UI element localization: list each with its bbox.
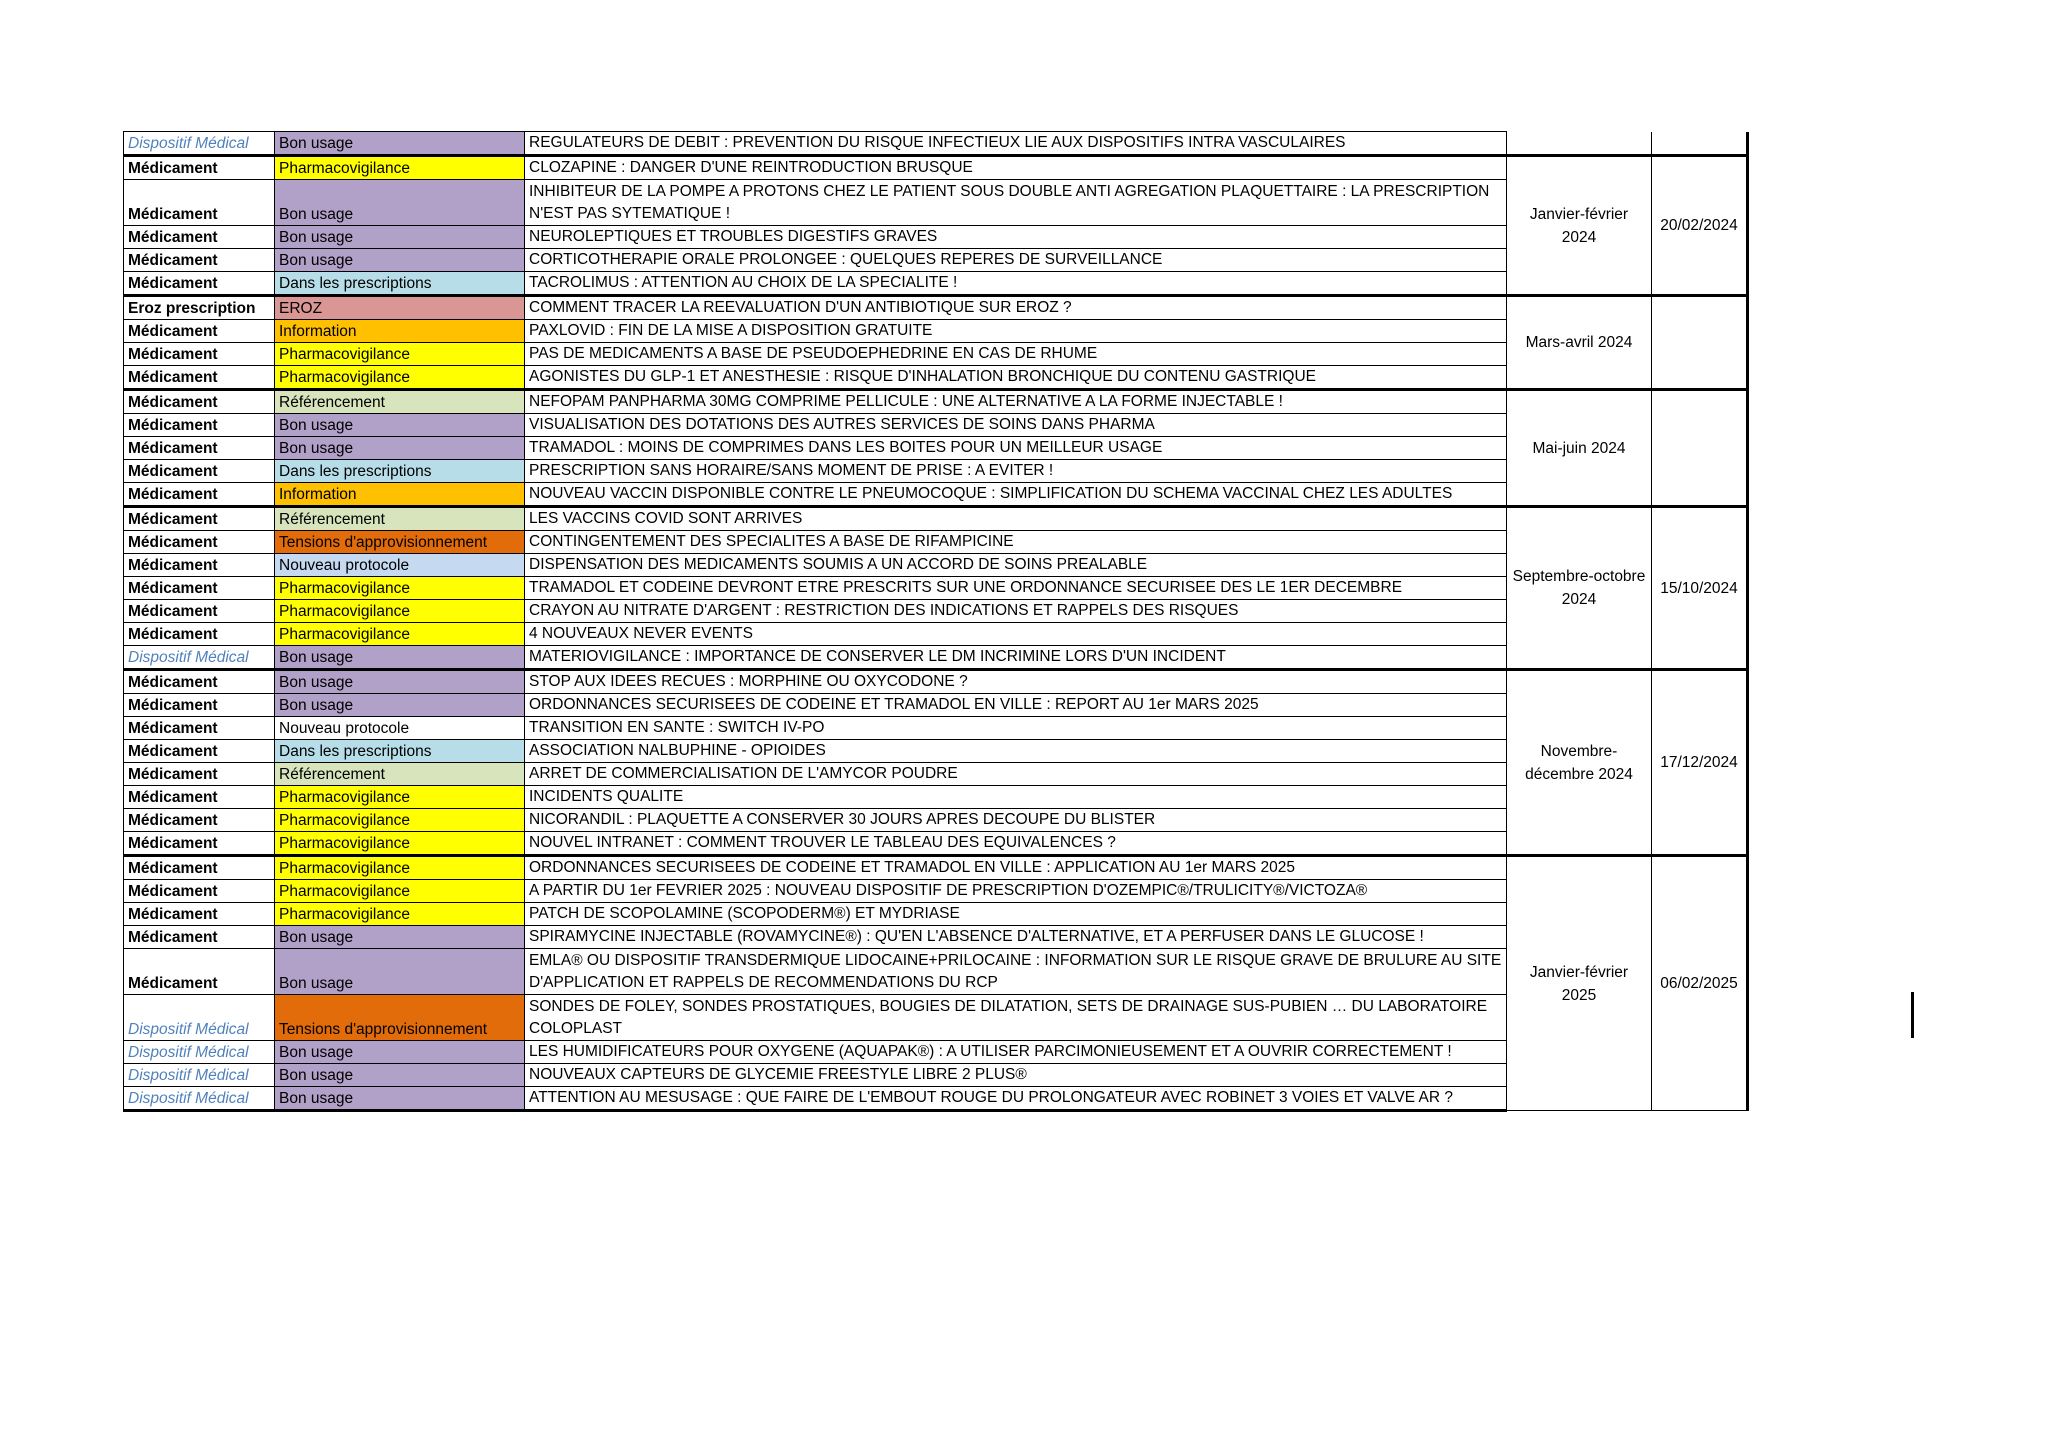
- cell-category[interactable]: Pharmacovigilance: [275, 903, 525, 926]
- cell-category[interactable]: Référencement: [275, 507, 525, 531]
- cell-title[interactable]: CRAYON AU NITRATE D'ARGENT : RESTRICTION DES INDICATIONS ET RAPPELS DES RISQUES: [525, 600, 1507, 623]
- cell-type[interactable]: Médicament: [124, 856, 275, 880]
- table-row: [124, 670, 1748, 694]
- table-row: [124, 856, 1748, 880]
- cell-title[interactable]: NOUVEAUX CAPTEURS DE GLYCEMIE FREESTYLE LIBRE 2 PLUS®: [525, 1064, 1507, 1087]
- cell-category[interactable]: Pharmacovigilance: [275, 366, 525, 390]
- cell-type[interactable]: Dispositif Médical: [124, 1087, 275, 1111]
- cell-title[interactable]: CLOZAPINE : DANGER D'UNE REINTRODUCTION BRUSQUE: [525, 156, 1507, 180]
- cell-type[interactable]: Médicament: [124, 507, 275, 531]
- cell-type[interactable]: Médicament: [124, 670, 275, 694]
- cell-category[interactable]: Pharmacovigilance: [275, 809, 525, 832]
- cell-title[interactable]: ARRET DE COMMERCIALISATION DE L'AMYCOR POUDRE: [525, 763, 1507, 786]
- cell-type[interactable]: Médicament: [124, 414, 275, 437]
- cell-type[interactable]: Médicament: [124, 880, 275, 903]
- table-row: [124, 926, 1748, 949]
- table-row: [124, 786, 1748, 809]
- cell-category[interactable]: Bon usage: [275, 1087, 525, 1111]
- cell-category[interactable]: Dans les prescriptions: [275, 272, 525, 296]
- cell-title[interactable]: TRAMADOL : MOINS DE COMPRIMES DANS LES BOITES POUR UN MEILLEUR USAGE: [525, 437, 1507, 460]
- cell-title[interactable]: PRESCRIPTION SANS HORAIRE/SANS MOMENT DE PRISE : A EVITER !: [525, 460, 1507, 483]
- cell-period[interactable]: Novembre-décembre 2024: [1507, 670, 1652, 856]
- cell-date[interactable]: 17/12/2024: [1652, 670, 1748, 856]
- cell-category[interactable]: Nouveau protocole: [275, 554, 525, 577]
- cell-date[interactable]: [1652, 296, 1748, 390]
- cell-type[interactable]: Dispositif Médical: [124, 132, 275, 156]
- cell-type[interactable]: Médicament: [124, 786, 275, 809]
- table-row: [124, 740, 1748, 763]
- cell-title[interactable]: NOUVEAU VACCIN DISPONIBLE CONTRE LE PNEUMOCOQUE : SIMPLIFICATION DU SCHEMA VACCINAL CHEZ LES ADULTES: [525, 483, 1507, 507]
- table-row: [124, 249, 1748, 272]
- table-row: [124, 1041, 1748, 1064]
- table-row: [124, 226, 1748, 249]
- cell-type[interactable]: Médicament: [124, 531, 275, 554]
- cell-type[interactable]: Médicament: [124, 320, 275, 343]
- cell-type[interactable]: Médicament: [124, 832, 275, 856]
- cell-period[interactable]: Mai-juin 2024: [1507, 390, 1652, 507]
- cell-type[interactable]: Médicament: [124, 554, 275, 577]
- cell-category[interactable]: Information: [275, 320, 525, 343]
- cell-title[interactable]: A PARTIR DU 1er FEVRIER 2025 : NOUVEAU DISPOSITIF DE PRESCRIPTION D'OZEMPIC®/TRULICITY®/VICTOZA®: [525, 880, 1507, 903]
- cell-category[interactable]: Bon usage: [275, 1041, 525, 1064]
- table-row: [124, 880, 1748, 903]
- cell-title[interactable]: VISUALISATION DES DOTATIONS DES AUTRES SERVICES DE SOINS DANS PHARMA: [525, 414, 1507, 437]
- cell-title[interactable]: SPIRAMYCINE INJECTABLE (ROVAMYCINE®) : QU'EN L'ABSENCE D'ALTERNATIVE, ET A PERFUSER DANS LE GLUCOSE !: [525, 926, 1507, 949]
- cell-category[interactable]: Tensions d'approvisionnement: [275, 531, 525, 554]
- cell-title[interactable]: NEUROLEPTIQUES ET TROUBLES DIGESTIFS GRAVES: [525, 226, 1507, 249]
- cell-category[interactable]: Pharmacovigilance: [275, 623, 525, 646]
- cell-type[interactable]: Médicament: [124, 483, 275, 507]
- text-cursor: [1911, 992, 1914, 1038]
- cell-title[interactable]: TRANSITION EN SANTE : SWITCH IV-PO: [525, 717, 1507, 740]
- cell-date[interactable]: [1652, 390, 1748, 507]
- cell-category[interactable]: Pharmacovigilance: [275, 577, 525, 600]
- cell-title[interactable]: ORDONNANCES SECURISEES DE CODEINE ET TRAMADOL EN VILLE : REPORT AU 1er MARS 2025: [525, 694, 1507, 717]
- table-row: [124, 903, 1748, 926]
- cell-type[interactable]: Médicament: [124, 226, 275, 249]
- cell-category[interactable]: Bon usage: [275, 437, 525, 460]
- cell-category[interactable]: Pharmacovigilance: [275, 156, 525, 180]
- cell-date[interactable]: 06/02/2025: [1652, 856, 1748, 1111]
- cell-title[interactable]: MATERIOVIGILANCE : IMPORTANCE DE CONSERVER LE DM INCRIMINE LORS D'UN INCIDENT: [525, 646, 1507, 670]
- cell-category[interactable]: Référencement: [275, 390, 525, 414]
- cell-title[interactable]: TACROLIMUS : ATTENTION AU CHOIX DE LA SPECIALITE !: [525, 272, 1507, 296]
- table-row: [124, 507, 1748, 531]
- cell-title[interactable]: LES VACCINS COVID SONT ARRIVES: [525, 507, 1507, 531]
- cell-category[interactable]: Bon usage: [275, 949, 525, 995]
- newsletter-index-table: [123, 131, 1749, 1112]
- cell-title[interactable]: LES HUMIDIFICATEURS POUR OXYGENE (AQUAPAK®) : A UTILISER PARCIMONIEUSEMENT ET A OUVRIR CORRECTEMENT !: [525, 1041, 1507, 1064]
- cell-type[interactable]: Médicament: [124, 437, 275, 460]
- table-row: [124, 832, 1748, 856]
- cell-type[interactable]: Dispositif Médical: [124, 646, 275, 670]
- cell-title[interactable]: STOP AUX IDEES RECUES : MORPHINE OU OXYCODONE ?: [525, 670, 1507, 694]
- cell-type[interactable]: Médicament: [124, 600, 275, 623]
- cell-title[interactable]: DISPENSATION DES MEDICAMENTS SOUMIS A UN ACCORD DE SOINS PREALABLE: [525, 554, 1507, 577]
- cell-type[interactable]: Médicament: [124, 903, 275, 926]
- table-row: [124, 717, 1748, 740]
- cell-type[interactable]: Médicament: [124, 460, 275, 483]
- cell-title[interactable]: ASSOCIATION NALBUPHINE - OPIOIDES: [525, 740, 1507, 763]
- cell-period[interactable]: Mars-avril 2024: [1507, 296, 1652, 390]
- table-row: [124, 132, 1748, 156]
- cell-type[interactable]: Médicament: [124, 366, 275, 390]
- cell-category[interactable]: Bon usage: [275, 1064, 525, 1087]
- cell-title[interactable]: ORDONNANCES SECURISEES DE CODEINE ET TRAMADOL EN VILLE : APPLICATION AU 1er MARS 2025: [525, 856, 1507, 880]
- cell-type[interactable]: Médicament: [124, 272, 275, 296]
- cell-category[interactable]: Pharmacovigilance: [275, 880, 525, 903]
- cell-title[interactable]: PATCH DE SCOPOLAMINE (SCOPODERM®) ET MYDRIASE: [525, 903, 1507, 926]
- cell-title[interactable]: SONDES DE FOLEY, SONDES PROSTATIQUES, BOUGIES DE DILATATION, SETS DE DRAINAGE SUS-PUBIEN … DU LABORATOIRE COLOPLAST: [525, 995, 1507, 1041]
- cell-type[interactable]: Médicament: [124, 694, 275, 717]
- cell-type[interactable]: Médicament: [124, 926, 275, 949]
- cell-title[interactable]: ATTENTION AU MESUSAGE : QUE FAIRE DE L'EMBOUT ROUGE DU PROLONGATEUR AVEC ROBINET 3 VOIES ET VALVE AR ?: [525, 1087, 1507, 1111]
- table-row: [124, 554, 1748, 577]
- cell-category[interactable]: Bon usage: [275, 670, 525, 694]
- cell-period[interactable]: Janvier-février 2025: [1507, 856, 1652, 1111]
- cell-title[interactable]: TRAMADOL ET CODEINE DEVRONT ETRE PRESCRITS SUR UNE ORDONNANCE SECURISEE DES LE 1ER DECEMBRE: [525, 577, 1507, 600]
- table-row: [124, 460, 1748, 483]
- cell-title[interactable]: NEFOPAM PANPHARMA 30MG COMPRIME PELLICULE : UNE ALTERNATIVE A LA FORME INJECTABLE !: [525, 390, 1507, 414]
- cell-date[interactable]: 15/10/2024: [1652, 507, 1748, 670]
- cell-category[interactable]: Nouveau protocole: [275, 717, 525, 740]
- cell-type[interactable]: Médicament: [124, 809, 275, 832]
- cell-title[interactable]: REGULATEURS DE DEBIT : PREVENTION DU RISQUE INFECTIEUX LIE AUX DISPOSITIFS INTRA VASCULAIRES: [525, 132, 1507, 156]
- cell-type[interactable]: Médicament: [124, 156, 275, 180]
- cell-type[interactable]: Dispositif Médical: [124, 1041, 275, 1064]
- cell-type[interactable]: Dispositif Médical: [124, 995, 275, 1041]
- cell-type[interactable]: Médicament: [124, 390, 275, 414]
- cell-category[interactable]: Bon usage: [275, 926, 525, 949]
- cell-category[interactable]: Pharmacovigilance: [275, 600, 525, 623]
- cell-type[interactable]: Médicament: [124, 623, 275, 646]
- table-row: [124, 763, 1748, 786]
- cell-title[interactable]: 4 NOUVEAUX NEVER EVENTS: [525, 623, 1507, 646]
- cell-type[interactable]: Médicament: [124, 180, 275, 226]
- cell-category[interactable]: Bon usage: [275, 132, 525, 156]
- cell-type[interactable]: Eroz prescription: [124, 296, 275, 320]
- cell-category[interactable]: Bon usage: [275, 180, 525, 226]
- table-row: [124, 156, 1748, 180]
- cell-category[interactable]: Pharmacovigilance: [275, 856, 525, 880]
- cell-period[interactable]: Janvier-février 2024: [1507, 156, 1652, 296]
- cell-category[interactable]: EROZ: [275, 296, 525, 320]
- cell-type[interactable]: Médicament: [124, 740, 275, 763]
- table-row: [124, 390, 1748, 414]
- table-row: [124, 1064, 1748, 1087]
- table-row: [124, 809, 1748, 832]
- cell-category[interactable]: Dans les prescriptions: [275, 460, 525, 483]
- table-row: [124, 296, 1748, 320]
- table-row: [124, 180, 1748, 226]
- cell-period[interactable]: [1507, 132, 1652, 156]
- cell-category[interactable]: Pharmacovigilance: [275, 786, 525, 809]
- cell-type[interactable]: Médicament: [124, 763, 275, 786]
- cell-type[interactable]: Médicament: [124, 949, 275, 995]
- cell-title[interactable]: CORTICOTHERAPIE ORALE PROLONGEE : QUELQUES REPERES DE SURVEILLANCE: [525, 249, 1507, 272]
- cell-type[interactable]: Dispositif Médical: [124, 1064, 275, 1087]
- cell-title[interactable]: PAS DE MEDICAMENTS A BASE DE PSEUDOEPHEDRINE EN CAS DE RHUME: [525, 343, 1507, 366]
- cell-category[interactable]: Information: [275, 483, 525, 507]
- cell-category[interactable]: Référencement: [275, 763, 525, 786]
- table-row: [124, 949, 1748, 995]
- cell-category[interactable]: Bon usage: [275, 414, 525, 437]
- cell-category[interactable]: Bon usage: [275, 226, 525, 249]
- table-row: [124, 1087, 1748, 1111]
- table-row: [124, 600, 1748, 623]
- cell-category[interactable]: Tensions d'approvisionnement: [275, 995, 525, 1041]
- cell-type[interactable]: Médicament: [124, 249, 275, 272]
- cell-title[interactable]: NOUVEL INTRANET : COMMENT TROUVER LE TABLEAU DES EQUIVALENCES ?: [525, 832, 1507, 856]
- table-row: [124, 531, 1748, 554]
- cell-date[interactable]: 20/02/2024: [1652, 156, 1748, 296]
- cell-type[interactable]: Médicament: [124, 343, 275, 366]
- cell-category[interactable]: Dans les prescriptions: [275, 740, 525, 763]
- cell-date[interactable]: [1652, 132, 1748, 156]
- cell-type[interactable]: Médicament: [124, 577, 275, 600]
- table-row: [124, 483, 1748, 507]
- cell-title[interactable]: AGONISTES DU GLP-1 ET ANESTHESIE : RISQUE D'INHALATION BRONCHIQUE DU CONTENU GASTRIQUE: [525, 366, 1507, 390]
- table-row: [124, 577, 1748, 600]
- cell-category[interactable]: Bon usage: [275, 694, 525, 717]
- table-row: [124, 414, 1748, 437]
- cell-title[interactable]: CONTINGENTEMENT DES SPECIALITES A BASE DE RIFAMPICINE: [525, 531, 1507, 554]
- table-row: [124, 646, 1748, 670]
- cell-title[interactable]: INCIDENTS QUALITE: [525, 786, 1507, 809]
- cell-type[interactable]: Médicament: [124, 717, 275, 740]
- table-row: [124, 320, 1748, 343]
- cell-title[interactable]: EMLA® OU DISPOSITIF TRANSDERMIQUE LIDOCAINE+PRILOCAINE : INFORMATION SUR LE RISQUE GRAVE DE BRULURE AU SITE D'APPLICATION ET RAPPELS DE RECOMMENDATIONS DU RCP: [525, 949, 1507, 995]
- table-row: [124, 694, 1748, 717]
- cell-title[interactable]: NICORANDIL : PLAQUETTE A CONSERVER 30 JOURS APRES DECOUPE DU BLISTER: [525, 809, 1507, 832]
- cell-category[interactable]: Bon usage: [275, 646, 525, 670]
- table-row: [124, 623, 1748, 646]
- cell-period[interactable]: Septembre-octobre 2024: [1507, 507, 1652, 670]
- cell-title[interactable]: PAXLOVID : FIN DE LA MISE A DISPOSITION GRATUITE: [525, 320, 1507, 343]
- cell-category[interactable]: Pharmacovigilance: [275, 343, 525, 366]
- cell-title[interactable]: INHIBITEUR DE LA POMPE A PROTONS CHEZ LE PATIENT SOUS DOUBLE ANTI AGREGATION PLAQUETTAIRE : LA PRESCRIPTION N'EST PAS SYTEMATIQUE !: [525, 180, 1507, 226]
- cell-category[interactable]: Bon usage: [275, 249, 525, 272]
- table-row: [124, 437, 1748, 460]
- cell-category[interactable]: Pharmacovigilance: [275, 832, 525, 856]
- table-row: [124, 272, 1748, 296]
- cell-title[interactable]: COMMENT TRACER LA REEVALUATION D'UN ANTIBIOTIQUE SUR EROZ ?: [525, 296, 1507, 320]
- table-row: [124, 995, 1748, 1041]
- table-row: [124, 343, 1748, 366]
- table-row: [124, 366, 1748, 390]
